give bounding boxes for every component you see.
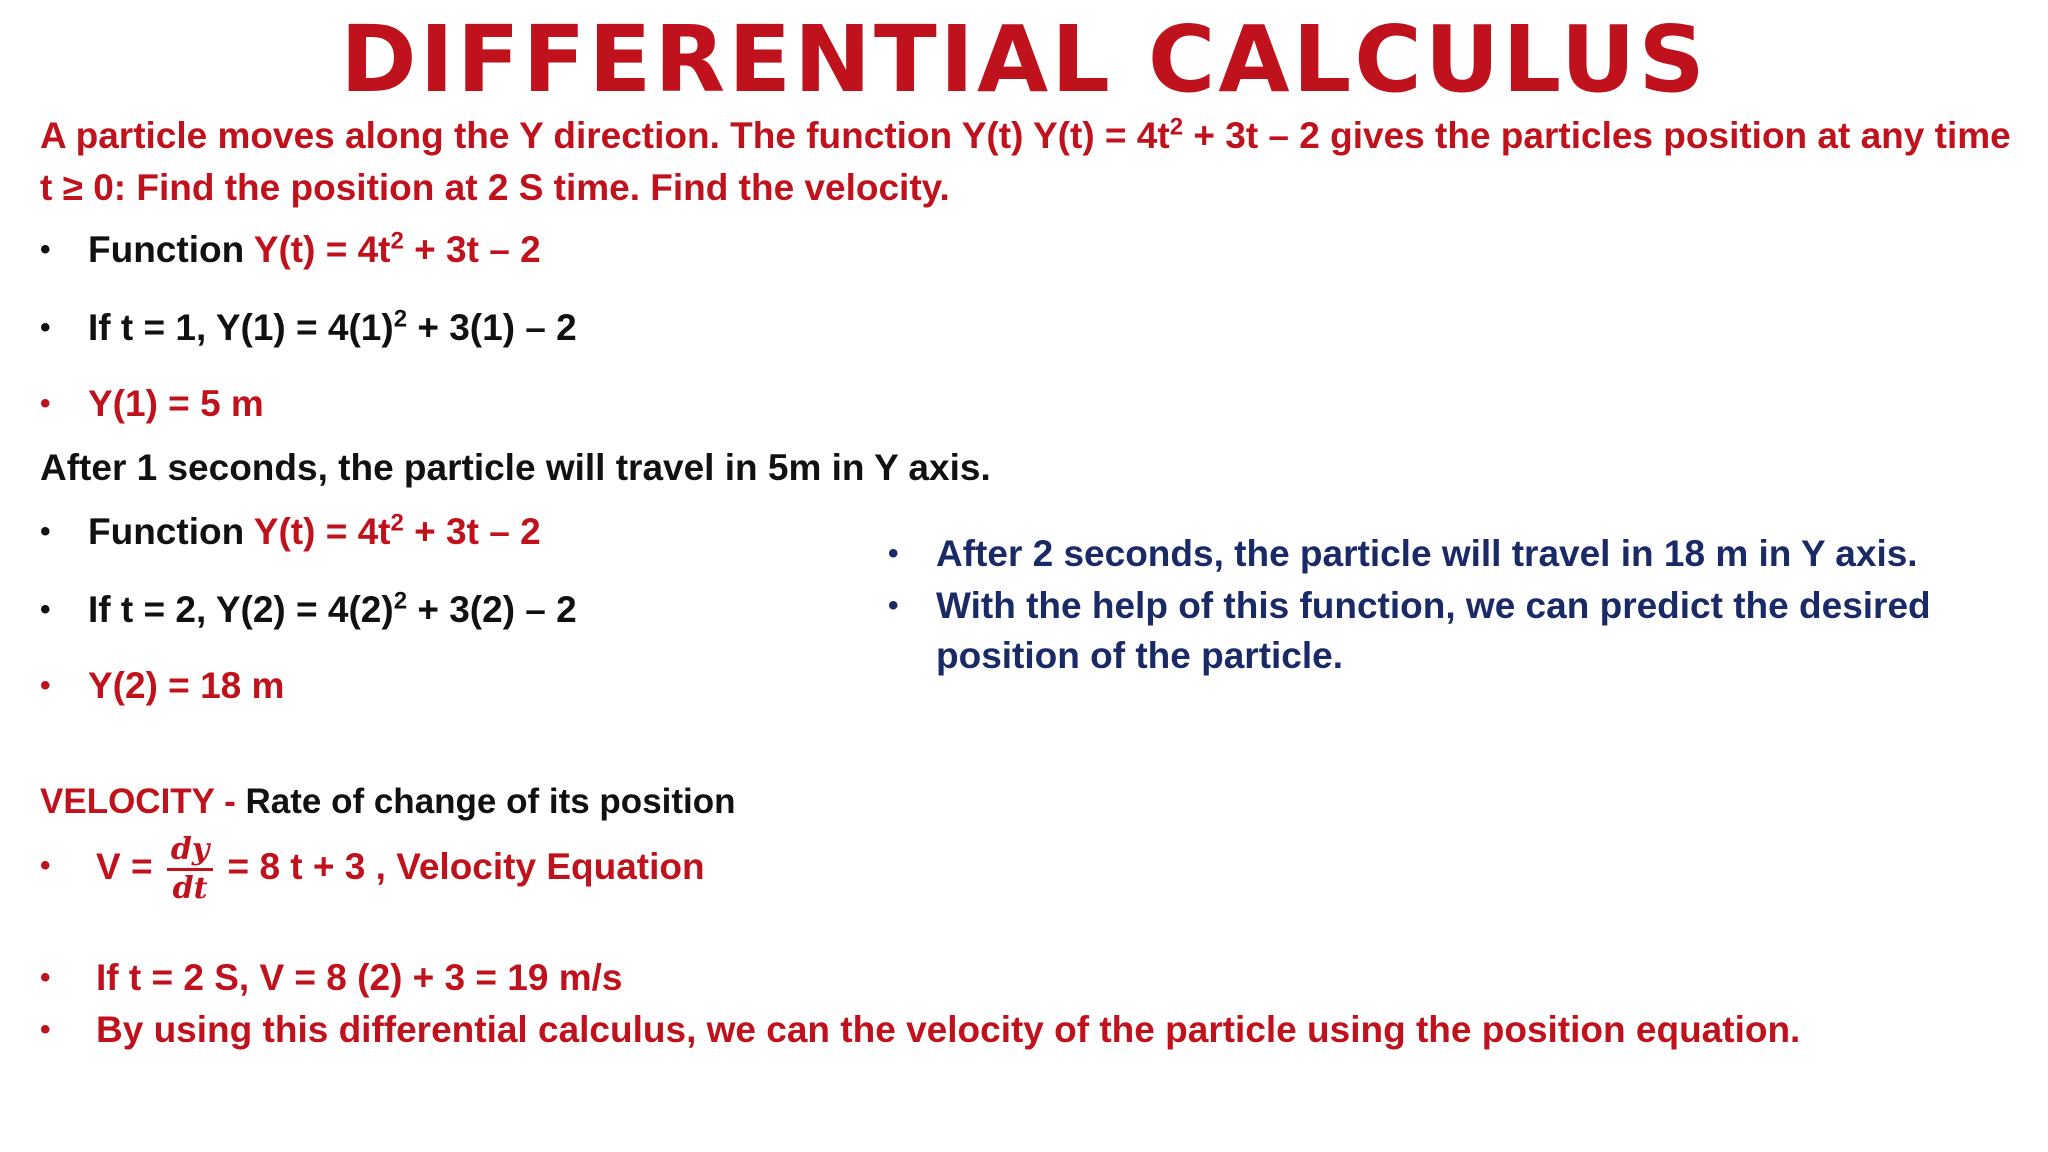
velocity-example: If t = 2 S, V = 8 (2) + 3 = 19 m/s bbox=[96, 957, 623, 998]
bullet-icon: • bbox=[888, 537, 899, 570]
note-2-line-1: With the help of this function, we can predict the desired bbox=[936, 585, 1931, 626]
function-superscript: 2 bbox=[390, 227, 404, 255]
function-expr-end: + 3t – 2 bbox=[403, 229, 541, 270]
bullet-icon: • bbox=[40, 515, 51, 548]
if-superscript: 2 bbox=[393, 305, 408, 333]
velocity-equation bbox=[96, 826, 705, 908]
dy-dt-fraction bbox=[167, 832, 213, 907]
bullet-icon: • bbox=[40, 593, 51, 626]
result-line-2: Y(2) = 18 m bbox=[88, 665, 285, 706]
bullet-icon: • bbox=[40, 233, 51, 266]
function-expr-text: Y(t) = 4t bbox=[253, 229, 391, 270]
eq-suffix: = 8 t + 3 , Velocity Equation bbox=[217, 846, 705, 887]
if-text-end: + 3(1) – 2 bbox=[407, 307, 577, 348]
note-2-line-2: position of the particle. bbox=[936, 635, 1344, 676]
fraction-denominator: dt bbox=[172, 870, 208, 906]
bullet-icon: • bbox=[40, 1013, 51, 1046]
page-title: DIFFERENTIAL CALCULUS bbox=[340, 6, 1708, 113]
fraction-numerator: dy bbox=[167, 832, 213, 871]
bullet-icon: • bbox=[40, 961, 51, 994]
problem-text: A particle moves along the Y direction. The function Y(t) Y(t) = 4t bbox=[40, 115, 1170, 156]
function-line-1 bbox=[88, 228, 541, 272]
problem-text-end: + 3t – 2 gives the particles position at any time bbox=[1183, 115, 2011, 156]
function-expression bbox=[254, 511, 541, 552]
result-line-1: Y(1) = 5 m bbox=[88, 383, 264, 424]
if-line-1 bbox=[88, 306, 577, 350]
velocity-heading: VELOCITY - bbox=[40, 782, 246, 821]
bullet-icon: • bbox=[40, 669, 51, 702]
if-superscript: 2 bbox=[393, 587, 408, 615]
eq-prefix: V = bbox=[96, 846, 163, 887]
problem-line-1 bbox=[40, 114, 2011, 158]
bullet-icon: • bbox=[40, 849, 51, 882]
function-label: Function bbox=[88, 229, 254, 270]
function-expr-text: Y(t) = 4t bbox=[253, 511, 391, 552]
bullet-icon: • bbox=[888, 589, 899, 622]
function-expression bbox=[254, 229, 541, 270]
if-line-2 bbox=[88, 588, 577, 632]
bullet-icon: • bbox=[40, 311, 51, 344]
function-label: Function bbox=[88, 511, 254, 552]
velocity-heading-line bbox=[40, 780, 736, 824]
summary-line-1: After 1 seconds, the particle will travel in 5m in Y axis. bbox=[40, 447, 991, 488]
problem-line-2: t ≥ 0: Find the position at 2 S time. Find the velocity. bbox=[40, 167, 950, 208]
if-text: If t = 2, Y(2) = 4(2) bbox=[88, 589, 394, 630]
velocity-conclusion: By using this differential calculus, we can the velocity of the particle using the position equation. bbox=[96, 1009, 1801, 1050]
problem-superscript: 2 bbox=[1169, 113, 1184, 141]
note-1: After 2 seconds, the particle will travel in 18 m in Y axis. bbox=[936, 533, 1918, 574]
velocity-definition: Rate of change of its position bbox=[245, 782, 736, 821]
if-text-end: + 3(2) – 2 bbox=[407, 589, 577, 630]
function-superscript: 2 bbox=[390, 509, 404, 537]
if-text: If t = 1, Y(1) = 4(1) bbox=[88, 307, 394, 348]
function-line-2 bbox=[88, 510, 541, 554]
bullet-icon: • bbox=[40, 387, 51, 420]
function-expr-end: + 3t – 2 bbox=[403, 511, 541, 552]
